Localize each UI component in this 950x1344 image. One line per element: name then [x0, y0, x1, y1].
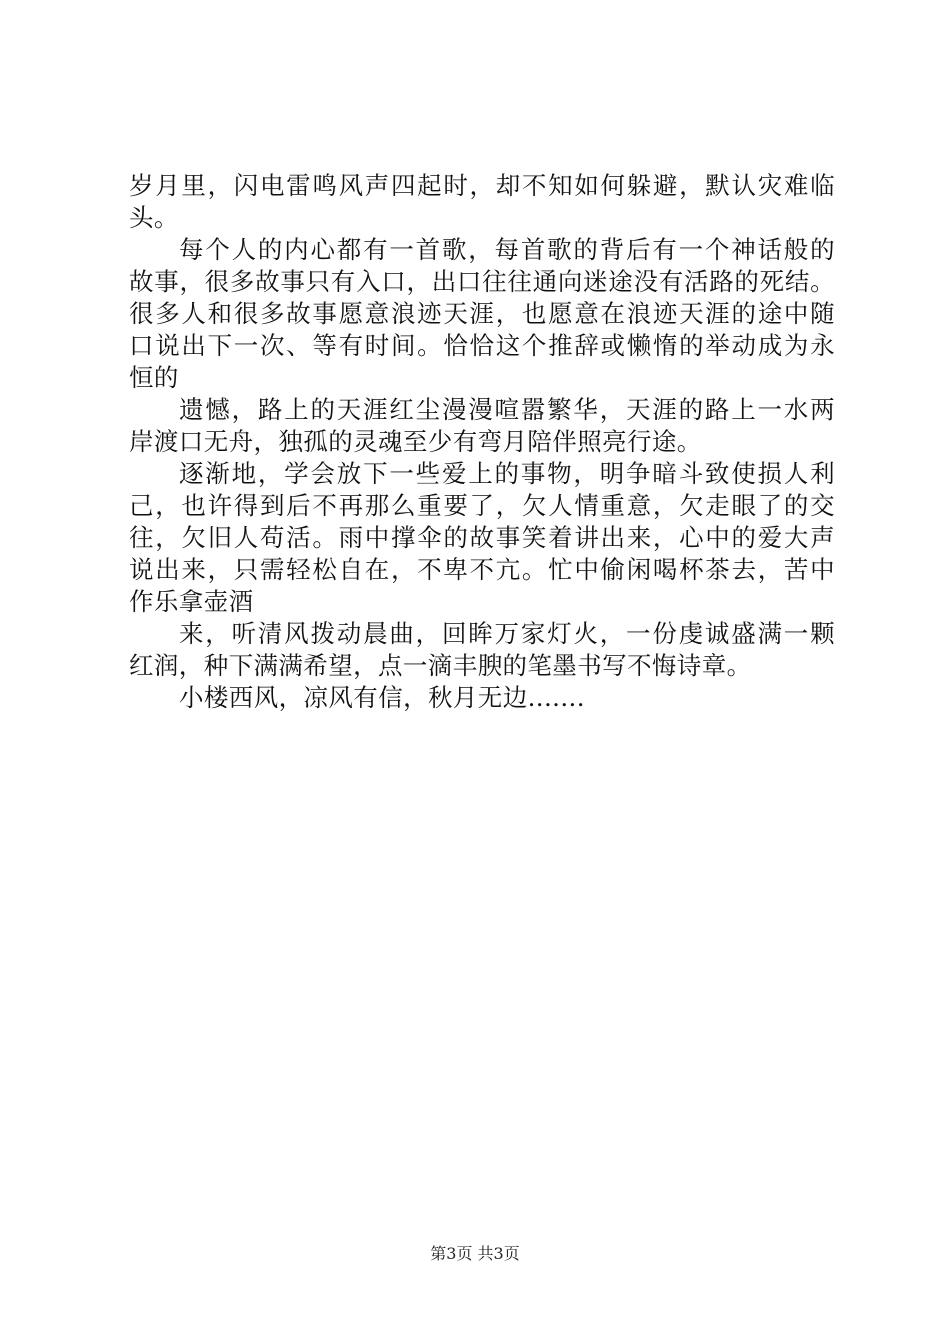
body-text	[129, 170, 835, 714]
text-line: 说出来，只需轻松自在，不卑不亢。忙中偷闲喝杯茶去，苦中	[129, 555, 835, 584]
text-line: 红润，种下满满希望，点一滴丰腴的笔墨书写不悔诗章。	[129, 651, 752, 680]
page-footer: 第3页 共3页	[430, 1244, 520, 1263]
text-line: 遗憾，路上的天涯红尘漫漫喧嚣繁华，天涯的路上一水两	[179, 395, 835, 424]
text-line: 己，也许得到后不再那么重要了，欠人情重意，欠走眼了的交	[129, 491, 835, 520]
text-line: 来，听清风拨动晨曲，回眸万家灯火，一份虔诚盛满一颗	[179, 619, 835, 648]
text-line: 头。	[129, 203, 179, 232]
text-line: 故事，很多故事只有入口，出口往往通向迷途没有活路的死结。	[129, 267, 835, 296]
text-line: 往，欠旧人苟活。雨中撑伞的故事笑着讲出来，心中的爱大声	[129, 523, 835, 552]
text-line: 小楼西风，凉风有信，秋月无边.......	[179, 683, 585, 712]
text-line: 口说出下一次、等有时间。恰恰这个推辞或懒惰的举动成为永	[129, 331, 835, 360]
text-line: 恒的	[129, 363, 179, 392]
text-line: 岸渡口无舟，独孤的灵魂至少有弯月陪伴照亮行途。	[129, 427, 702, 456]
text-line: 岁月里，闪电雷鸣风声四起时，却不知如何躲避，默认灾难临	[129, 171, 835, 200]
text-line: 逐渐地，学会放下一些爱上的事物，明争暗斗致使损人利	[179, 459, 835, 488]
text-line: 每个人的内心都有一首歌，每首歌的背后有一个神话般的	[179, 235, 835, 264]
text-line: 很多人和很多故事愿意浪迹天涯，也愿意在浪迹天涯的途中随	[129, 299, 835, 328]
text-line: 作乐拿壶酒	[129, 587, 254, 616]
